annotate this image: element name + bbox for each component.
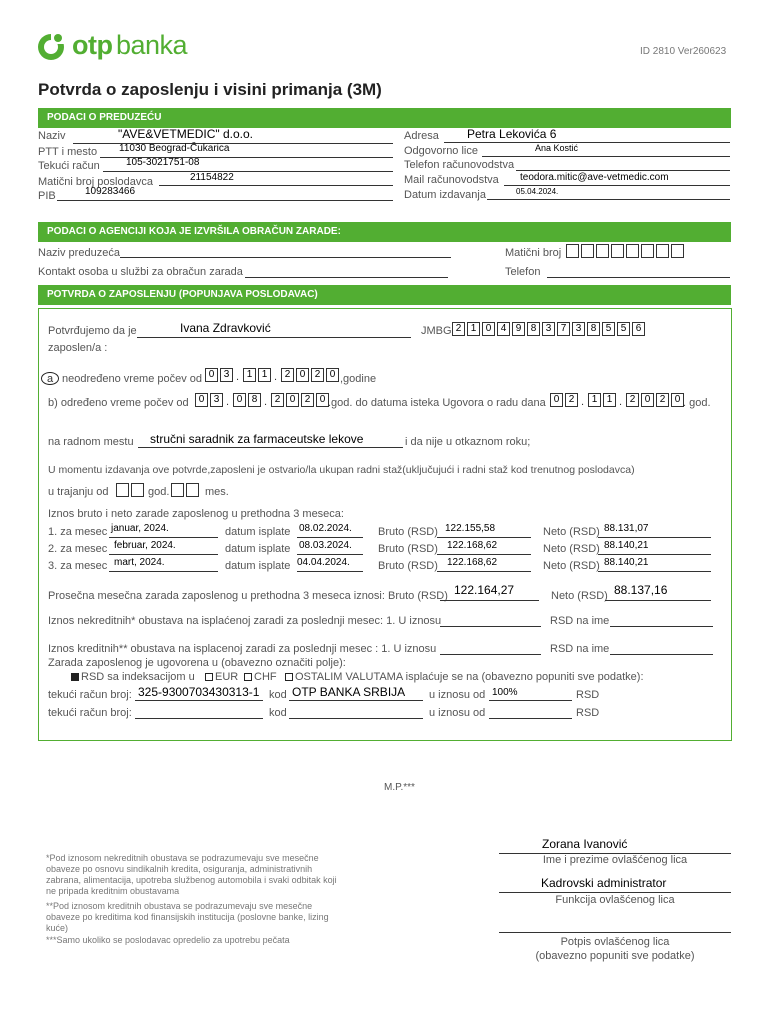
jmbg-digit-box[interactable]: 3 (572, 322, 585, 336)
option-b-end-digit-box[interactable]: 2 (656, 393, 669, 407)
line-employee-name (137, 337, 411, 338)
label-pib: PIB (38, 190, 56, 202)
row3-bruto[interactable]: 122.168,62 (447, 557, 498, 568)
jmbg-digit-box[interactable]: 7 (557, 322, 570, 336)
jmbg-digit-box[interactable]: 5 (602, 322, 615, 336)
option-b-end-digit-box[interactable]: 2 (626, 393, 639, 407)
option-b-mid: .god. do datuma isteka Ugovora o radu dana (328, 397, 546, 409)
option-b-god: . god. (683, 397, 711, 409)
jmbg-digit-box[interactable]: 4 (497, 322, 510, 336)
label-kreditne: Iznos kreditnih** obustava na isplacenoj zaradi za poslednji mesec : 1. U iznosu (48, 643, 437, 655)
value-signer-name[interactable]: Zorana Ivanović (542, 837, 628, 851)
option-a-digit-box[interactable]: 1 (258, 368, 271, 382)
row2-neto-label: Neto (RSD) (543, 543, 600, 555)
checkbox-rsd[interactable] (71, 673, 79, 681)
option-a-digit-box[interactable]: 1 (243, 368, 256, 382)
page-title: Potvrda o zaposlenju i visini primanja (3M) (38, 80, 382, 99)
option-b-digit-box[interactable]: 8 (248, 393, 261, 407)
iznos-1-line (489, 700, 572, 701)
line-odgovorno (482, 156, 730, 157)
label-kreditne-na-ime: RSD na ime (550, 643, 610, 655)
value-employee-name[interactable]: Ivana Zdravković (180, 321, 271, 335)
line-mb (159, 185, 393, 186)
kreditne-iznos-line[interactable] (440, 654, 541, 655)
row3-mesec[interactable]: mart, 2024. (114, 557, 165, 568)
option-b-end-digit-box[interactable]: 2 (565, 393, 578, 407)
option-b-end-digit-box[interactable]: 1 (603, 393, 616, 407)
value-naziv[interactable]: "AVE&VETMEDIC" d.o.o. (118, 127, 254, 141)
option-b-digit-box[interactable]: 0 (233, 393, 246, 407)
tekuci-1-line (135, 700, 263, 701)
agency-mb-digit-box[interactable] (581, 244, 594, 258)
option-b-end-separator: . (619, 396, 623, 408)
label-signer-function: Funkcija ovlašćenog lica (555, 894, 675, 906)
option-b-date[interactable] (195, 393, 335, 408)
agency-mb-digit-box[interactable] (596, 244, 609, 258)
row2-neto[interactable]: 88.140,21 (604, 540, 649, 551)
label-signer-name: Ime i prezime ovlašćenog lica (542, 854, 688, 866)
line-radno-mesto (138, 447, 403, 448)
value-adresa[interactable]: Petra Lekovića 6 (467, 127, 557, 141)
staz-god-box-1[interactable] (116, 483, 129, 497)
checkbox-eur[interactable] (205, 673, 213, 681)
section-employment-heading: POTVRDA O ZAPOSLENJU (POPUNJAVA POSLODAVAC) (38, 285, 731, 305)
option-a-separator: . (236, 371, 240, 383)
label-nekreditne-na-ime: RSD na ime (550, 615, 610, 627)
option-a-digit-box[interactable]: 0 (205, 368, 218, 382)
row2-bruto-label: Bruto (RSD) (378, 543, 438, 555)
jmbg-digit-box[interactable]: 1 (467, 322, 480, 336)
option-b-digit-box[interactable]: 3 (210, 393, 223, 407)
jmbg-digit-box[interactable]: 8 (587, 322, 600, 336)
option-a-mark: a (47, 373, 54, 385)
agency-mb-digit-box[interactable] (566, 244, 579, 258)
row3-num: 3. za mesec (48, 560, 108, 572)
option-b-digit-box[interactable]: 2 (301, 393, 314, 407)
option-a-separator: . (274, 371, 278, 383)
logo-banka-text: banka (116, 30, 188, 60)
label-datum: Datum izdavanja (404, 189, 486, 201)
jmbg-digit-box[interactable]: 3 (542, 322, 555, 336)
label-jmbg: JMBG (421, 325, 452, 337)
label-mp: M.P.*** (384, 782, 415, 793)
value-odgovorno[interactable]: Ana Kostić (535, 143, 579, 153)
label-prosecna-neto: Neto (RSD) (551, 590, 608, 602)
label-adresa: Adresa (404, 130, 439, 142)
value-prosecna-bruto[interactable]: 122.164,27 (454, 583, 515, 597)
option-b-digit-box[interactable]: 2 (271, 393, 284, 407)
row1-datum-line (297, 537, 363, 538)
label-kod-2: kod (269, 707, 287, 719)
nekreditne-iznos-line[interactable] (440, 626, 541, 627)
checkbox-ostalim[interactable] (285, 673, 293, 681)
agency-mb-digit-box[interactable] (671, 244, 684, 258)
document-id: ID 2810 Ver260623 (640, 46, 727, 57)
label-eur-opt: EUR (215, 671, 239, 683)
line-telefon (516, 170, 730, 171)
row3-datum-line (297, 571, 363, 572)
row3-mesec-line (109, 571, 218, 572)
label-potpis: Potpis ovlašćenog lica (560, 936, 670, 948)
section-company-heading: PODACI O PREDUZEĆU (38, 108, 731, 128)
row1-datum[interactable]: 08.02.2024. (299, 523, 352, 534)
option-b-end-digit-box[interactable]: 1 (588, 393, 601, 407)
row2-num: 2. za mesec (48, 543, 108, 555)
line-agency-kontakt[interactable] (245, 277, 448, 278)
row1-num: 1. za mesec (48, 526, 108, 538)
staz-mes-box-2[interactable] (186, 483, 199, 497)
line-agency-naziv[interactable] (120, 257, 451, 258)
line-racun (103, 171, 393, 172)
line-adresa (444, 142, 730, 143)
label-zaposlen: zaposlen/a : (48, 342, 108, 354)
row1-bruto-line (437, 537, 531, 538)
label-mb: Matični broj poslodavca (38, 176, 153, 188)
otp-logo (36, 30, 206, 64)
option-b-digit-box[interactable]: 0 (286, 393, 299, 407)
row2-datum-label: datum isplate (225, 543, 291, 555)
option-a-digit-box[interactable]: 0 (326, 368, 339, 382)
agency-mb-boxes[interactable] (566, 244, 696, 259)
row1-datum-label: datum isplate (225, 526, 291, 538)
label-agency-telefon: Telefon (505, 266, 541, 278)
line-mail (504, 185, 730, 186)
option-b-separator: . (226, 396, 230, 408)
nekreditne-na-ime-line[interactable] (610, 626, 713, 627)
value-signer-function[interactable]: Kadrovski administrator (541, 876, 667, 890)
option-b-end-separator: . (581, 396, 585, 408)
value-datum[interactable]: 05.04.2024. (516, 187, 559, 196)
section-agency-heading: PODACI O AGENCIJI KOJA JE IZVRŠILA OBRAČUN ZARADE: (38, 222, 731, 242)
agency-mb-digit-box[interactable] (626, 244, 639, 258)
jmbg-digit-box[interactable]: 6 (632, 322, 645, 336)
option-b-digit-box[interactable]: 0 (195, 393, 208, 407)
label-potpis-note: (obavezno popuniti sve podatke) (535, 950, 695, 962)
value-tekuci-1[interactable]: 325-9300703430313-1 (138, 685, 260, 699)
value-kod-1[interactable]: OTP BANKA SRBIJA (292, 685, 406, 699)
row3-bruto-line (437, 571, 531, 572)
kod-1-line (289, 700, 423, 701)
label-racun: Tekući račun (38, 160, 100, 172)
label-telefon: Telefon računovodstva (404, 159, 515, 171)
label-u-iznosu-1: u iznosu od (429, 689, 486, 701)
line-datum (487, 199, 730, 200)
staz-mes-box-1[interactable] (171, 483, 184, 497)
option-a-digit-box[interactable]: 2 (311, 368, 324, 382)
label-nekreditne: Iznos nekreditnih* obustava na isplaćenoj zaradi za poslednji mesec: 1. U iznosu (48, 615, 442, 627)
row2-datum-line (297, 554, 363, 555)
label-prosecna: Prosečna mesečna zarada zaposlenog u prethodna 3 meseca iznosi: Bruto (RSD) (48, 590, 448, 602)
label-u-iznosu-2: u iznosu od (429, 707, 486, 719)
otp-logo-icon (36, 32, 66, 62)
footnote-1: *Pod iznosom nekreditnih obustava se podrazumevaju sve mesečne obaveze po osnovu sindikalnih kredita, osiguranja, administrativnih zabrana, alimentacija, upotreba službenog automobila i svaki odbitak koji ne pripada kreditnim obustavama (46, 853, 337, 896)
label-agency-naziv: Naziv preduzeća (38, 247, 120, 259)
label-mes: mes. (205, 486, 229, 498)
iznos-2-line[interactable] (489, 718, 572, 719)
label-u-trajanju: u trajanju od (48, 486, 109, 498)
label-otkaz: i da nije u otkaznom roku; (405, 436, 531, 448)
jmbg-digit-box[interactable]: 5 (617, 322, 630, 336)
row2-mesec-line (109, 554, 218, 555)
line-pib (57, 200, 393, 201)
row1-neto[interactable]: 88.131,07 (604, 523, 649, 534)
label-agency-kontakt: Kontakt osoba u službi za obračun zarada (38, 266, 243, 278)
row1-mesec-line (109, 537, 218, 538)
label-kod-1: kod (269, 689, 287, 701)
label-staz: U momentu izdavanja ove potvrde,zaposleni je ostvario/la ukupan radni staž(uključujući i radni staž kod trenutnog poslodavca) (48, 464, 635, 476)
option-b-end-digit-box[interactable]: 0 (641, 393, 654, 407)
agency-mb-digit-box[interactable] (656, 244, 669, 258)
value-mail[interactable]: teodora.mitic@ave-vetmedic.com (520, 172, 669, 183)
row1-bruto-label: Bruto (RSD) (378, 526, 438, 538)
value-mb[interactable]: 21154822 (190, 172, 234, 183)
footnote-2: **Pod iznosom kreditnih obustava se podrazumevaju sve mesečne obaveze po kreditima kod finansijskih institucija (poslovne banke, lizing kuće) (46, 901, 329, 933)
prosecna-bruto-line (440, 600, 539, 601)
value-pib[interactable]: 109283466 (85, 186, 136, 197)
jmbg-boxes[interactable] (452, 322, 652, 337)
row3-neto-line (598, 571, 711, 572)
value-prosecna-neto[interactable]: 88.137,16 (614, 583, 668, 597)
footnote-3: ***Samo ukoliko se poslodavac opredelio za upotrebu pečata (46, 935, 290, 945)
label-godine: ,godine (340, 373, 377, 385)
row2-neto-line (598, 554, 711, 555)
option-a-text: neodređeno vreme počev od (62, 373, 203, 385)
label-mail: Mail računovodstva (404, 174, 499, 186)
option-b-text: b) određeno vreme počev od (48, 397, 189, 409)
option-b-separator: . (264, 396, 268, 408)
label-radno-mesto: na radnom mestu (48, 436, 134, 448)
option-a-digit-box[interactable]: 0 (296, 368, 309, 382)
option-b-end-digit-box[interactable]: 0 (550, 393, 563, 407)
jmbg-digit-box[interactable]: 8 (527, 322, 540, 336)
label-ptt: PTT i mesto (38, 146, 98, 158)
line-agency-telefon[interactable] (547, 277, 730, 278)
option-b-end-digit-box[interactable]: 0 (671, 393, 684, 407)
label-rsd-opt: RSD sa indeksacijom u (81, 671, 195, 683)
option-a-date[interactable] (205, 368, 345, 383)
staz-god-box-2[interactable] (131, 483, 144, 497)
label-god: god. (148, 486, 170, 498)
kod-2-line[interactable] (289, 718, 423, 719)
logo-otp-text: otp (72, 30, 113, 60)
row2-bruto-line (437, 554, 531, 555)
row3-datum-label: datum isplate (225, 560, 291, 572)
label-agency-mb: Matični broj (505, 247, 562, 259)
row3-neto-label: Neto (RSD) (543, 560, 600, 572)
option-b-digit-box[interactable]: 0 (316, 393, 329, 407)
row1-bruto[interactable]: 122.155,58 (445, 523, 496, 534)
label-odgovorno: Odgovorno lice (404, 145, 478, 157)
value-iznos-1[interactable]: 100% (492, 687, 518, 698)
line-signature[interactable] (499, 932, 731, 933)
row1-mesec[interactable]: januar, 2024. (111, 523, 169, 534)
row3-datum[interactable]: 04.04.2024. (297, 557, 350, 568)
row1-neto-line (598, 537, 711, 538)
label-rsd-1: RSD (576, 689, 600, 701)
agency-mb-digit-box[interactable] (641, 244, 654, 258)
kreditne-na-ime-line[interactable] (610, 654, 713, 655)
jmbg-digit-box[interactable]: 0 (482, 322, 495, 336)
row3-bruto-label: Bruto (RSD) (378, 560, 438, 572)
label-tekuci-2: tekući račun broj: (48, 707, 132, 719)
label-rsd-2: RSD (576, 707, 600, 719)
line-signer-function (499, 892, 731, 893)
label-ugovorena: Zarada zaposlenog je ugovorena u (obavezno označiti polje): (48, 657, 346, 669)
option-a-digit-box[interactable]: 3 (220, 368, 233, 382)
agency-mb-digit-box[interactable] (611, 244, 624, 258)
label-chf-opt: CHF (254, 671, 277, 683)
value-radno-mesto[interactable]: stručni saradnik za farmaceutske lekove (150, 432, 364, 446)
label-tekuci-1: tekući račun broj: (48, 689, 132, 701)
row2-bruto[interactable]: 122.168,62 (447, 540, 498, 551)
value-ptt[interactable]: 11030 Beograd-Čukarica (119, 143, 230, 154)
label-iznos-title: Iznos bruto i neto zarade zaposlenog u prethodna 3 meseca: (48, 508, 344, 520)
label-potvrdjujemo: Potvrđujemo da je (48, 325, 137, 337)
row1-neto-label: Neto (RSD) (543, 526, 600, 538)
checkbox-chf[interactable] (244, 673, 252, 681)
prosecna-neto-line (605, 600, 711, 601)
jmbg-digit-box[interactable]: 2 (452, 322, 465, 336)
option-b-end-date[interactable] (550, 393, 690, 408)
row2-mesec[interactable]: februar, 2024. (114, 540, 176, 551)
tekuci-2-line[interactable] (135, 718, 263, 719)
label-ostalim-opt: OSTALIM VALUTAMA isplaćuje se na (obavezno popuniti sve podatke): (295, 671, 644, 683)
option-a-digit-box[interactable]: 2 (281, 368, 294, 382)
label-naziv: Naziv (38, 130, 66, 142)
row3-neto[interactable]: 88.140,21 (604, 557, 649, 568)
row2-datum[interactable]: 08.03.2024. (299, 540, 352, 551)
jmbg-digit-box[interactable]: 9 (512, 322, 525, 336)
value-racun[interactable]: 105-3021751-08 (126, 157, 200, 168)
